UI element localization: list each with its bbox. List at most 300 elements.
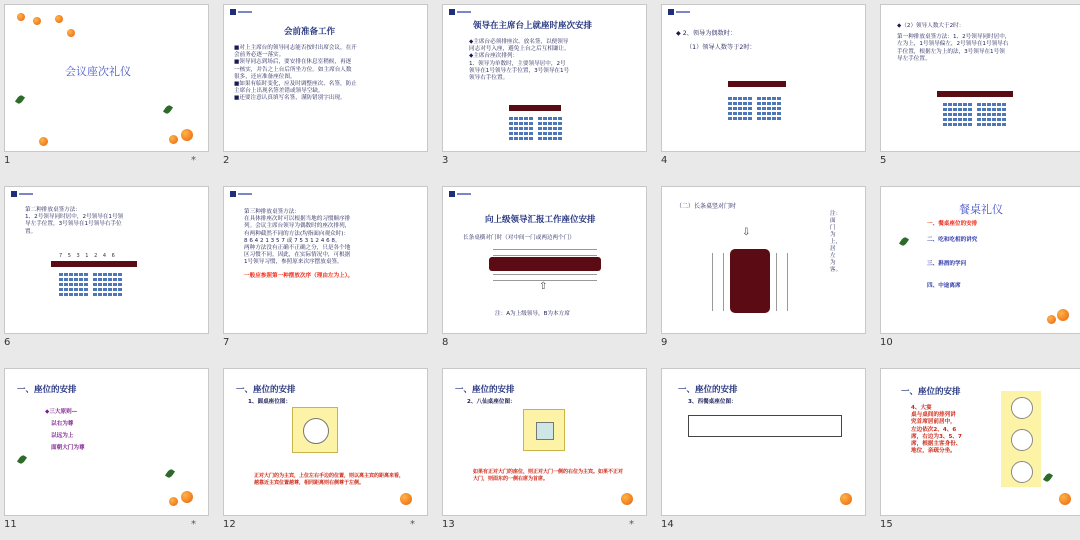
- podium-table: [51, 261, 137, 267]
- slide-number: 15: [880, 519, 893, 530]
- audience-seat: [728, 117, 732, 120]
- body-line: 左边依次2、4、6: [911, 426, 957, 433]
- audience-seat: [953, 103, 957, 106]
- audience-seat: [748, 117, 752, 120]
- audience-seat: [59, 293, 63, 296]
- slide-title: 一、座位的安排: [236, 385, 296, 395]
- audience-seat: [103, 283, 107, 286]
- audience-seat: [992, 108, 996, 111]
- audience-seat: [113, 293, 117, 296]
- audience-seat: [762, 112, 766, 115]
- audience-seat: [538, 137, 542, 140]
- body-line: 一核实，并告之上台后所坐方位。如主席台人数: [234, 66, 352, 73]
- slide-subtitle: 2、八仙桌座位图：: [467, 399, 516, 405]
- audience-seat: [514, 132, 518, 135]
- audience-seat: [943, 108, 947, 111]
- audience-seat: [98, 283, 102, 286]
- audience-seat: [524, 117, 528, 120]
- audience-seat: [738, 112, 742, 115]
- round-table: [1011, 461, 1033, 483]
- chair-row-bottom: [493, 274, 597, 281]
- round-table: [303, 418, 329, 444]
- audience-seat: [767, 107, 771, 110]
- audience-seat: [79, 293, 83, 296]
- audience-seat: [777, 102, 781, 105]
- audience-seat: [958, 113, 962, 116]
- orange-decoration: [1057, 309, 1069, 321]
- audience-seat: [968, 103, 972, 106]
- body-line: ◆（2）领导人数大于2时：: [897, 23, 965, 29]
- menu-item: 一、餐桌座位的安排: [927, 221, 978, 227]
- audience-seat: [977, 103, 981, 106]
- audience-seat: [733, 112, 737, 115]
- slide-canvas: [661, 186, 866, 334]
- slide-thumb-5[interactable]: [876, 0, 1080, 176]
- audience-seat: [118, 278, 122, 281]
- audience-seat: [762, 117, 766, 120]
- audience-seat: [519, 137, 523, 140]
- audience-seat: [968, 123, 972, 126]
- podium-table: [509, 105, 561, 111]
- audience-seat: [762, 102, 766, 105]
- slide-thumb-15[interactable]: [876, 364, 1080, 540]
- slide-number: 8: [442, 337, 449, 348]
- audience-seat: [772, 97, 776, 100]
- audience-seat: [948, 108, 952, 111]
- audience-seat: [772, 107, 776, 110]
- audience-seat: [777, 112, 781, 115]
- corner-decoration: [230, 9, 252, 17]
- audience-seat: [743, 102, 747, 105]
- slide-canvas: [223, 4, 428, 152]
- audience-seat: [74, 273, 78, 276]
- body-line: 列。会议主席台领导为偶数时的座次排列，: [244, 223, 351, 230]
- banquet-diagram: [1001, 391, 1041, 487]
- audience-seat: [108, 288, 112, 291]
- chair-row-top: [493, 249, 597, 256]
- slide-canvas: [880, 186, 1080, 334]
- audience-seat: [777, 107, 781, 110]
- leaf-decoration: [15, 94, 25, 105]
- audience-seat: [992, 118, 996, 121]
- audience-seat: [728, 102, 732, 105]
- audience-seat: [733, 117, 737, 120]
- animation-marker: *: [410, 519, 415, 530]
- corner-decoration: [230, 191, 252, 199]
- leaf-decoration: [163, 104, 173, 115]
- audience-seat: [108, 273, 112, 276]
- audience-seat: [509, 127, 513, 130]
- body-line: 席，根据主客身份、: [911, 441, 962, 448]
- body-line: 第二种排放桌签方法：: [25, 207, 81, 213]
- audience-seat: [59, 288, 63, 291]
- audience-seat: [93, 283, 97, 286]
- slide-canvas: [4, 368, 209, 516]
- audience-seat: [69, 283, 73, 286]
- audience-seat: [59, 273, 63, 276]
- orange-decoration: [67, 29, 75, 37]
- audience-seat: [777, 97, 781, 100]
- slide-thumb-10[interactable]: [876, 182, 1080, 358]
- audience-seat: [64, 278, 68, 281]
- orange-decoration: [1047, 315, 1056, 324]
- leaf-decoration: [899, 236, 909, 247]
- audience-seat: [953, 113, 957, 116]
- audience-seat: [987, 123, 991, 126]
- audience-seat: [103, 288, 107, 291]
- body-line: ■如果有临时变化，应及时调整座次、名签，防止: [234, 81, 357, 88]
- audience-seat: [79, 288, 83, 291]
- slide-body: [244, 209, 424, 280]
- slide-thumb-11[interactable]: [0, 364, 217, 540]
- slide-thumb-6[interactable]: [0, 182, 217, 358]
- audience-seat: [738, 107, 742, 110]
- audience-seat: [98, 288, 102, 291]
- body-line: 会前务必逐一落实。: [234, 52, 285, 59]
- audience-seat: [79, 278, 83, 281]
- slide-thumb-9[interactable]: [657, 182, 874, 358]
- body-line: 置。: [25, 228, 37, 235]
- audience-seat: [64, 273, 68, 276]
- audience-seat: [514, 127, 518, 130]
- slide-canvas: [4, 4, 209, 152]
- audience-seat: [553, 127, 557, 130]
- audience-seat: [982, 103, 986, 106]
- audience-seat: [79, 283, 83, 286]
- audience-seat: [748, 112, 752, 115]
- audience-seat: [728, 107, 732, 110]
- audience-seat: [963, 103, 967, 106]
- audience-seat: [553, 137, 557, 140]
- audience-seat: [69, 288, 73, 291]
- audience-seat: [997, 123, 1001, 126]
- orange-decoration: [55, 15, 63, 23]
- leaf-decoration: [165, 468, 175, 479]
- audience-seat: [958, 103, 962, 106]
- audience-seat: [103, 278, 107, 281]
- audience-seat: [519, 122, 523, 125]
- slide-canvas: [661, 368, 866, 516]
- audience-seat: [538, 117, 542, 120]
- audience-seat: [98, 273, 102, 276]
- slide-body: [911, 405, 1011, 455]
- side-note: 注：面门为上，居左为客。: [830, 211, 842, 273]
- audience-seat: [93, 288, 97, 291]
- audience-seat: [59, 283, 63, 286]
- body-line: 地位，亲疏分坐。: [911, 448, 956, 455]
- slide-title: 餐桌礼仪: [959, 203, 1003, 216]
- list-item: 以远为上: [51, 433, 74, 439]
- audience-seat: [543, 117, 547, 120]
- slide-number: 5: [880, 155, 887, 166]
- audience-seat: [524, 122, 528, 125]
- audience-seat: [743, 107, 747, 110]
- audience-seat: [543, 127, 547, 130]
- audience-seat: [767, 112, 771, 115]
- audience-seat: [514, 117, 518, 120]
- body-line: 究首席居前居中，: [911, 419, 956, 426]
- audience-seat: [524, 127, 528, 130]
- audience-seat: [93, 293, 97, 296]
- audience-seat: [553, 122, 557, 125]
- square-table-diagram: [523, 409, 565, 451]
- slide-canvas: [880, 368, 1080, 516]
- audience-seat: [733, 97, 737, 100]
- audience-seat: [543, 132, 547, 135]
- slide-thumb-4[interactable]: [657, 0, 874, 176]
- audience-seat: [1002, 123, 1006, 126]
- highlight-line: 一般应参照第一种摆放次序（理由左为上）。: [244, 272, 354, 279]
- slide-thumb-13[interactable]: [438, 364, 655, 540]
- audience-seat: [948, 103, 952, 106]
- slide-thumb-3[interactable]: [438, 0, 655, 176]
- orange-decoration: [181, 491, 193, 503]
- audience-seat: [953, 123, 957, 126]
- audience-seat: [987, 103, 991, 106]
- audience-seat: [118, 283, 122, 286]
- audience-seat: [548, 117, 552, 120]
- slide-thumb-1[interactable]: [0, 0, 217, 176]
- orange-decoration: [33, 17, 41, 25]
- slide-title: 领导在主席台上就座时座次安排: [473, 21, 593, 31]
- slide-title: 会前准备工作: [284, 27, 336, 37]
- audience-seat: [103, 293, 107, 296]
- slide-number: 6: [4, 337, 11, 348]
- slide-number: 7: [223, 337, 230, 348]
- slide-thumb-2[interactable]: [219, 0, 436, 176]
- body-line: 有两种截然不同的方法(均指面向观众时)：: [244, 230, 350, 237]
- audience-seat: [529, 117, 533, 120]
- body-line: ■对上主席台的领导同志能否按时出席会议，在开: [234, 45, 357, 51]
- corner-decoration: [11, 191, 33, 199]
- slide-note: 正对大门的为主宾，上位左右手边的位置，则以离主宾的距离来看，越靠近主宾位置越尊，相同距离则右侧尊于左侧。: [254, 473, 405, 486]
- slide-number: 10: [880, 337, 893, 348]
- audience-seat: [772, 102, 776, 105]
- audience-seat: [748, 97, 752, 100]
- conference-table: [730, 249, 770, 313]
- audience-seat: [728, 97, 732, 100]
- audience-seat: [1002, 118, 1006, 121]
- audience-seat: [543, 137, 547, 140]
- audience-seat: [64, 288, 68, 291]
- audience-seat: [738, 102, 742, 105]
- body-line: （1）领导人数等于2时：: [686, 44, 756, 51]
- body-line: ◆主席台必须排座次、放名签，以便领导: [469, 39, 569, 45]
- slide-title: 一、座位的安排: [455, 385, 515, 395]
- slide-subtitle: 1、圆桌座位图：: [248, 399, 292, 405]
- audience-seat: [529, 132, 533, 135]
- audience-seat: [108, 293, 112, 296]
- audience-seat: [943, 113, 947, 116]
- chair-column-right: [776, 253, 788, 311]
- audience-seat: [762, 107, 766, 110]
- audience-seat: [943, 118, 947, 121]
- audience-seat: [519, 127, 523, 130]
- body-line: 很多，还应准备座位图。: [234, 73, 296, 80]
- audience-seat: [69, 273, 73, 276]
- audience-seat: [977, 113, 981, 116]
- body-line: 8 6 4 2 1 3 5 7 或 7 5 3 1 2 4 6 8。: [244, 237, 341, 244]
- slide-title: （二）长条桌竖对门时: [676, 203, 737, 210]
- body-line: ■领导同志到场后，要安排在休息室稍候，再逐: [234, 59, 352, 66]
- audience-seat: [738, 117, 742, 120]
- audience-seat: [748, 107, 752, 110]
- audience-seat: [509, 122, 513, 125]
- audience-seat: [748, 102, 752, 105]
- audience-seat: [113, 278, 117, 281]
- door-arrow-icon: ⇧: [539, 281, 548, 292]
- audience-seat: [733, 102, 737, 105]
- door-arrow-icon: ⇩: [742, 227, 751, 238]
- audience-seat: [757, 102, 761, 105]
- audience-seat: [767, 97, 771, 100]
- audience-seat: [84, 273, 88, 276]
- audience-seat: [93, 273, 97, 276]
- audience-seat: [992, 123, 996, 126]
- square-table: [536, 422, 554, 440]
- seat-order-label: 7 5 3 1 2 4 6: [59, 253, 117, 259]
- chair-column-left: [712, 253, 724, 311]
- audience-seat: [69, 278, 73, 281]
- audience-seat: [982, 118, 986, 121]
- audience-seat: [1002, 103, 1006, 106]
- slide-title: 会议座次礼仪: [65, 65, 131, 78]
- audience-seat: [519, 132, 523, 135]
- body-line: 席，右边为3、5、7: [911, 433, 962, 440]
- corner-decoration: [668, 9, 690, 17]
- audience-seat: [757, 112, 761, 115]
- round-table: [1011, 397, 1033, 419]
- audience-seat: [963, 123, 967, 126]
- body-line: 两种方法没有正确不正确之分，只是各个地: [244, 245, 351, 252]
- slide-title: 向上级领导汇报工作座位安排: [485, 215, 596, 225]
- audience-seat: [997, 108, 1001, 111]
- slide-title: 一、座位的安排: [678, 385, 738, 395]
- leaf-decoration: [17, 454, 27, 465]
- slide-thumb-7[interactable]: [219, 182, 436, 358]
- audience-seat: [74, 283, 78, 286]
- audience-seat: [943, 123, 947, 126]
- audience-seat: [98, 293, 102, 296]
- long-table: [688, 415, 842, 437]
- audience-seat: [772, 117, 776, 120]
- slide-thumb-8[interactable]: [438, 182, 655, 358]
- audience-seat: [757, 107, 761, 110]
- audience-seat: [118, 293, 122, 296]
- body-line: 4、大宴: [911, 405, 932, 411]
- audience-seat: [69, 293, 73, 296]
- body-line: 1、领导为单数时，主要领导居中，2号: [469, 60, 566, 67]
- audience-seat: [968, 118, 972, 121]
- audience-seat: [538, 122, 542, 125]
- audience-seat: [113, 273, 117, 276]
- audience-seat: [943, 103, 947, 106]
- slide-note: 如果有正对大门的座位，则正对大门一侧的右位为主宾。如果不正对大门，则面东的一侧右席为首席。: [473, 469, 624, 482]
- slide-subtitle: 长条桌横对门时（对中间一门或两边两个门）: [463, 235, 575, 241]
- audience-seat: [79, 273, 83, 276]
- body-line: 左为上，1号领导偏左，2号领导在1号领导右: [897, 41, 1009, 48]
- audience-seat: [977, 123, 981, 126]
- audience-seat: [1002, 113, 1006, 116]
- body-line: 桌与桌间的排列讲: [911, 412, 956, 419]
- audience-seat: [997, 118, 1001, 121]
- audience-seat: [538, 127, 542, 130]
- slide-note: 注：A为上级领导，B为本方席: [495, 311, 570, 317]
- slide-thumb-14[interactable]: [657, 364, 874, 540]
- slide-number: 9: [661, 337, 668, 348]
- slide-canvas: [880, 4, 1080, 152]
- audience-seat: [948, 113, 952, 116]
- audience-seat: [64, 283, 68, 286]
- audience-seat: [963, 113, 967, 116]
- slide-number: 14: [661, 519, 674, 530]
- audience-seat: [987, 118, 991, 121]
- audience-seat: [948, 123, 952, 126]
- audience-seat: [558, 132, 562, 135]
- slide-number: 13: [442, 519, 455, 530]
- slide-body: [25, 207, 205, 236]
- audience-seat: [84, 278, 88, 281]
- body-line: 1、2号领导同时居中，2号领导在1号领: [25, 214, 124, 221]
- audience-seat: [982, 113, 986, 116]
- slide-number: 1: [4, 155, 11, 166]
- audience-seat: [977, 108, 981, 111]
- audience-seat: [743, 97, 747, 100]
- audience-seat: [953, 118, 957, 121]
- audience-seat: [987, 113, 991, 116]
- slide-body: [469, 39, 639, 82]
- audience-seat: [74, 278, 78, 281]
- list-item: ◆三大原则—: [45, 409, 78, 415]
- audience-seat: [529, 137, 533, 140]
- audience-seat: [108, 283, 112, 286]
- audience-seat: [524, 132, 528, 135]
- audience-seat: [767, 117, 771, 120]
- audience-seat: [74, 288, 78, 291]
- slide-thumb-12[interactable]: [219, 364, 436, 540]
- audience-seat: [529, 122, 533, 125]
- slide-title: 一、座位的安排: [17, 385, 77, 395]
- audience-seat: [558, 137, 562, 140]
- audience-seat: [64, 293, 68, 296]
- audience-seat: [113, 283, 117, 286]
- audience-seat: [538, 132, 542, 135]
- audience-seat: [59, 278, 63, 281]
- animation-marker: *: [191, 519, 196, 530]
- audience-seat: [93, 278, 97, 281]
- slide-canvas: [442, 368, 647, 516]
- menu-item: 二、吃和吃相的讲究: [927, 237, 978, 243]
- orange-decoration: [621, 493, 633, 505]
- round-table-diagram: [292, 407, 338, 453]
- corner-decoration: [449, 191, 471, 199]
- body-line: ◆ 2、领导为偶数时：: [676, 30, 737, 37]
- audience-seat: [958, 123, 962, 126]
- audience-seat: [118, 273, 122, 276]
- audience-seat: [958, 118, 962, 121]
- body-line: 第一种排放桌签方法：1、2号领导同时居中，: [897, 34, 1011, 41]
- audience-seat: [963, 108, 967, 111]
- audience-seat: [108, 278, 112, 281]
- podium-table: [937, 91, 1013, 97]
- audience-seat: [743, 112, 747, 115]
- orange-decoration: [400, 493, 412, 505]
- audience-seat: [558, 122, 562, 125]
- orange-decoration: [169, 497, 178, 506]
- body-line: 导左手位置。: [897, 55, 931, 62]
- body-line: ◆主席台座次排列：: [469, 53, 519, 60]
- audience-seat: [548, 122, 552, 125]
